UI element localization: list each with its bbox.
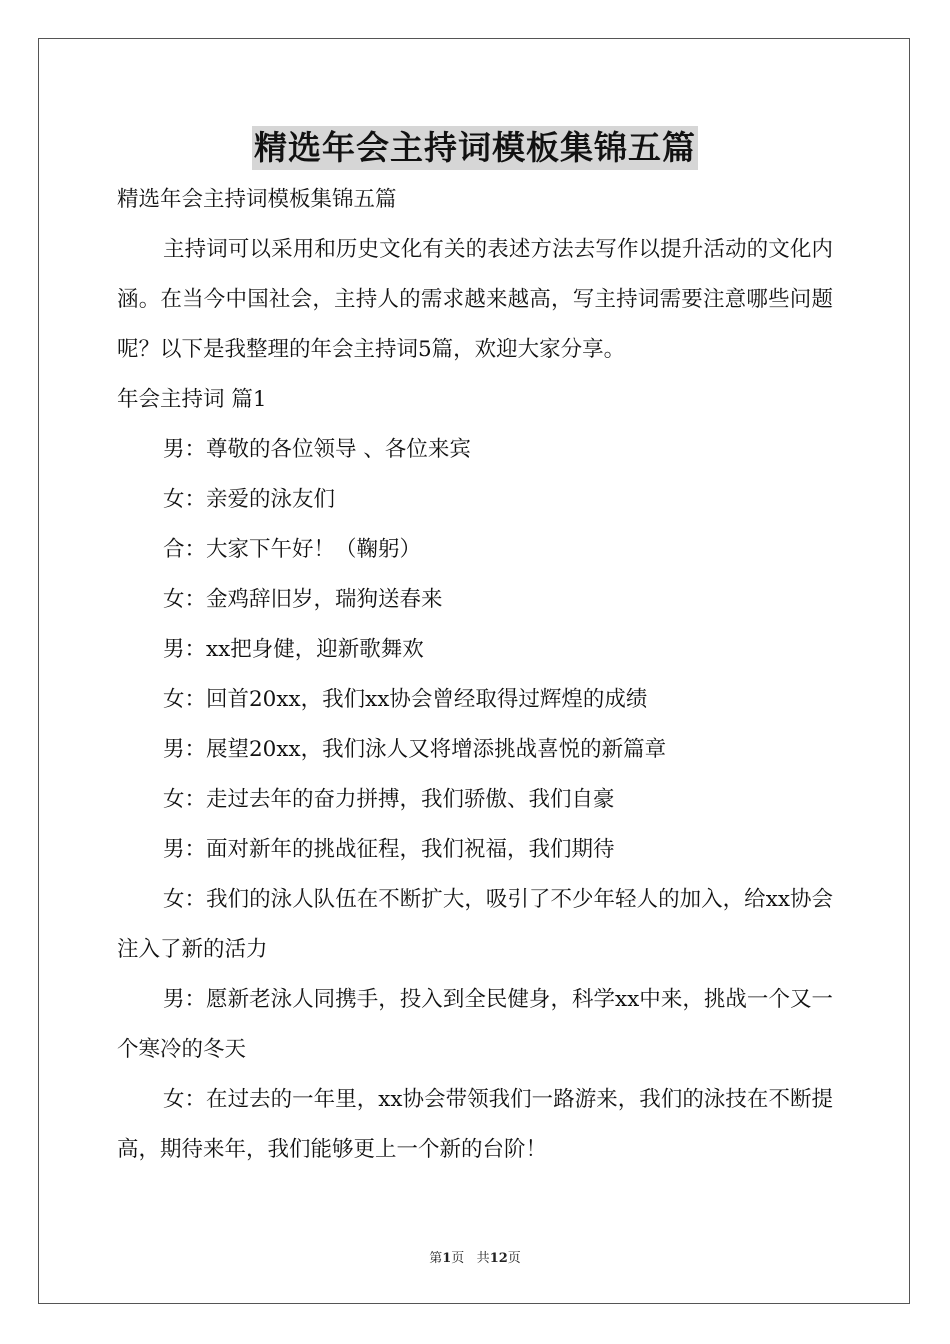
- page-prefix: 第: [429, 1251, 443, 1266]
- page-footer: [0, 1247, 950, 1266]
- dialogue-line: 女：亲爱的泳友们: [163, 487, 336, 512]
- dialogue-line: 男：愿新老泳人同携手，投入到全民健身，科学xx中来，挑战一个又一个寒冷的冬天: [117, 987, 833, 1062]
- document-body: [117, 175, 833, 1175]
- dialogue-line: 女：在过去的一年里，xx协会带领我们一路游来，我们的泳技在不断提高，期待来年，我们能够更上一个新的台阶！: [117, 1087, 833, 1162]
- dialogue-line: 男：面对新年的挑战征程，我们祝福，我们期待: [163, 837, 615, 862]
- document-subtitle: 精选年会主持词模板集锦五篇: [117, 187, 397, 212]
- dialogue-line: 合：大家下午好！（鞠躬）: [163, 537, 422, 562]
- dialogue-line: 女：我们的泳人队伍在不断扩大，吸引了不少年轻人的加入，给xx协会注入了新的活力: [117, 887, 833, 962]
- intro-paragraph: 主持词可以采用和历史文化有关的表述方法去写作以提升活动的文化内涵。在当今中国社会，主持人的需求越来越高，写主持词需要注意哪些问题呢？以下是我整理的年会主持词5篇，欢迎大家分享。: [117, 237, 833, 362]
- total-suffix: 页: [507, 1251, 521, 1266]
- page-suffix: 页: [451, 1251, 465, 1266]
- title-container: [0, 126, 950, 170]
- total-pages: 12: [489, 1251, 508, 1266]
- dialogue-line: 女：金鸡辞旧岁，瑞狗送春来: [163, 587, 443, 612]
- total-prefix: 共: [476, 1251, 490, 1266]
- section-heading: 年会主持词 篇1: [117, 387, 267, 412]
- dialogue-line: 女：走过去年的奋力拼搏，我们骄傲、我们自豪: [163, 787, 615, 812]
- dialogue-line: 男：展望20xx，我们泳人又将增添挑战喜悦的新篇章: [163, 737, 667, 762]
- dialogue-line: 女：回首20xx，我们xx协会曾经取得过辉煌的成绩: [163, 687, 648, 712]
- document-title: 精选年会主持词模板集锦五篇: [252, 126, 698, 170]
- page-number: 1: [442, 1251, 452, 1266]
- dialogue-line: 男：xx把身健，迎新歌舞欢: [163, 637, 424, 662]
- dialogue-line: 男：尊敬的各位领导 、各位来宾: [163, 437, 471, 462]
